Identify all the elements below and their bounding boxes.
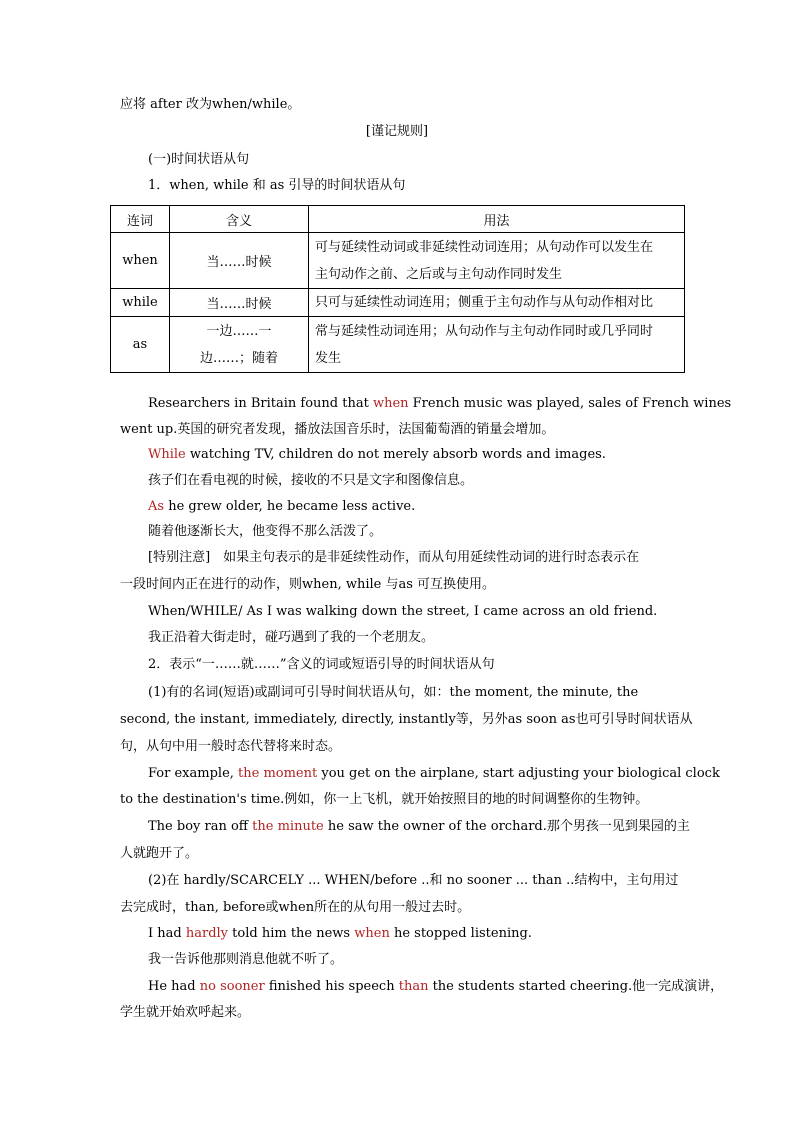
cell-meaning xyxy=(170,317,309,373)
highlight: than xyxy=(398,979,429,994)
cell-usage xyxy=(309,233,685,289)
header-conj: 连词 xyxy=(111,206,170,233)
example-4-cn: 我正沿着大街走时，碰巧遇到了我的一个老朋友。 xyxy=(148,630,435,645)
text: The boy ran off xyxy=(148,819,253,834)
usage-line: 主句动作之前、之后或与主句动作同时发生 xyxy=(315,266,563,282)
highlight: hardly xyxy=(185,926,229,941)
highlight: when xyxy=(354,926,390,941)
usage-line: 发生 xyxy=(315,350,342,366)
cell-usage xyxy=(309,317,685,373)
example-6-cont: 人就跑开了。 xyxy=(120,846,199,861)
cell-conj: as xyxy=(111,317,170,373)
meaning-line: 边……；随着 xyxy=(199,350,278,366)
highlight: no sooner xyxy=(199,979,265,994)
text: I had xyxy=(148,926,186,941)
point2-heading: 2．表示“一……就……”含义的词或短语引导的时间状语从句 xyxy=(148,657,495,672)
text: he grew older, he became less active. xyxy=(164,499,416,514)
p2-2-line-1: (2)在 hardly/SCARCELY ... WHEN/before ..和 no sooner ... than ..结构中，主句用过 xyxy=(148,873,679,888)
example-2 xyxy=(148,445,680,465)
usage-line: 常与延续性动词连用；从句动作与主句动作同时或几乎同时 xyxy=(315,323,654,339)
sub-heading: (一)时间状语从句 xyxy=(148,152,250,167)
example-2-cn: 孩子们在看电视的时候，接收的不只是文字和图像信息。 xyxy=(148,473,474,488)
example-7-cn: 我一告诉他那则消息他就不听了。 xyxy=(148,952,344,967)
text: you get on the airplane, start adjusting your biological clock xyxy=(317,766,720,781)
text: For example, xyxy=(148,766,239,781)
example-7 xyxy=(148,924,680,944)
header-meaning: 含义 xyxy=(170,206,309,233)
intro-line: 应将 after 改为when/while。 xyxy=(120,97,301,112)
cell-conj: when xyxy=(111,233,170,289)
section-title: [谨记规则] xyxy=(365,124,429,139)
text: told him the news xyxy=(228,926,355,941)
text: finished his speech xyxy=(264,979,399,994)
example-5 xyxy=(148,764,720,784)
note-line-2: 一段时间内正在进行的动作，则when, while 与as 可互换使用。 xyxy=(120,577,496,592)
note-line-1: [特别注意] 如果主句表示的是非延续性动作，而从句用延续性动词的进行时态表示在 xyxy=(148,550,640,565)
point1-heading: 1．when, while 和 as 引导的时间状语从句 xyxy=(148,178,406,193)
meaning-line: 一边……一 xyxy=(206,323,272,339)
example-5-cont: to the destination's time.例如，你一上飞机，就开始按照目的地的时间调整你的生物钟。 xyxy=(120,792,649,807)
cell-meaning: 当……时候 xyxy=(170,233,309,289)
p2-2-line-2: 去完成时，than, before或when所在的从句用一般过去时。 xyxy=(120,900,471,915)
highlight: the minute xyxy=(252,819,324,834)
example-3-cn: 随着他逐渐长大，他变得不那么活泼了。 xyxy=(148,524,383,539)
p2-1-line-3: 句，从句中用一般时态代替将来时态。 xyxy=(120,739,342,754)
text: French music was played, sales of French wines xyxy=(408,396,732,411)
highlight: the moment xyxy=(238,766,318,781)
example-6 xyxy=(148,817,690,837)
table-header-row xyxy=(111,206,685,233)
cell-usage: 只可与延续性动词连用；侧重于主句动作与从句动作相对比 xyxy=(309,289,685,317)
example-3 xyxy=(148,497,680,517)
text: he stopped listening. xyxy=(389,926,532,941)
cell-conj: while xyxy=(111,289,170,317)
example-8-cont: 学生就开始欢呼起来。 xyxy=(120,1005,251,1020)
highlight: As xyxy=(148,499,165,514)
highlight: While xyxy=(148,447,186,462)
table-row xyxy=(111,317,685,373)
usage-line: 可与延续性动词或非延续性动词连用；从句动作可以发生在 xyxy=(315,239,654,255)
p2-1-line-2: second, the instant, immediately, directly, instantly等，另外as soon as也可引导时间状语从 xyxy=(120,712,693,727)
header-usage: 用法 xyxy=(309,206,685,233)
table-row xyxy=(111,233,685,289)
highlight: when xyxy=(372,396,409,411)
text: the students started cheering.他一完成演讲， xyxy=(428,979,724,994)
text: he saw the owner of the orchard.那个男孩一见到果园的主 xyxy=(323,819,690,834)
text: He had xyxy=(148,979,200,994)
example-1-cont: went up.英国的研究者发现，播放法国音乐时，法国葡萄酒的销量会增加。 xyxy=(120,422,555,437)
example-8 xyxy=(148,977,724,997)
p2-1-line-1: (1)有的名词(短语)或副词可引导时间状语从句，如：the moment, the minute, the xyxy=(148,685,639,700)
conjunction-table xyxy=(110,205,685,373)
example-1 xyxy=(148,394,732,414)
example-4: When/WHILE/ As I was walking down the street, I came across an old friend. xyxy=(148,604,658,619)
text: watching TV, children do not merely absorb words and images. xyxy=(185,447,606,462)
table-row xyxy=(111,289,685,317)
cell-meaning: 当……时候 xyxy=(170,289,309,317)
text: Researchers in Britain found that xyxy=(148,396,373,411)
